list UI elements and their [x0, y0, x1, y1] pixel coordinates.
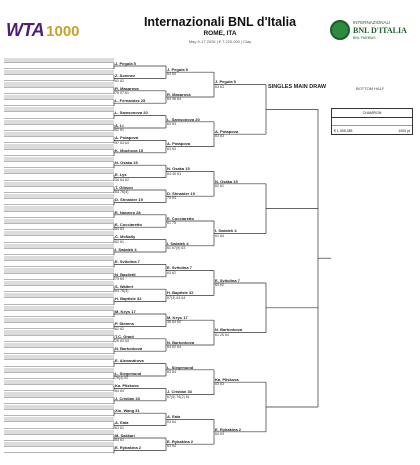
round2-score: 64 76(4) — [115, 190, 129, 195]
round3-score: 61 75 — [167, 221, 176, 226]
round2-player: N. Basiletti — [115, 271, 136, 277]
round2-player: R. Masarova — [115, 85, 139, 91]
round3-player: I. Swiatek 4 — [167, 240, 189, 246]
round4-player: E. Svitolina 7 — [215, 277, 240, 283]
round4-score: 62 61 — [215, 184, 224, 188]
round4-player: A. Potapova — [215, 129, 239, 134]
round2-player: Xin. Wang 31 — [115, 408, 140, 413]
round4-player: Ka. Pliskova — [215, 377, 239, 382]
round2-player: M. Keys 17 — [115, 308, 136, 314]
round2-player: D. Shnaider 19 — [115, 197, 143, 203]
round2-player: A. Li — [115, 122, 124, 128]
round3-score: 75 63 — [167, 196, 176, 201]
champion-prize: € 1,055,385 — [334, 129, 353, 133]
round2-score: 64 76(3) — [115, 289, 129, 294]
draw-title: SINGLES MAIN DRAW — [268, 84, 327, 90]
round2-score: 62 61 — [115, 128, 124, 133]
champion-points: 1000 pt — [398, 129, 410, 133]
round3-player: J. Pegula 5 — [167, 67, 188, 72]
round3-score: 63 62 — [167, 270, 176, 275]
tournament-info: May 5-17 2026 | € 7,220,000 | Clay — [188, 39, 252, 44]
round2-score: 62 62 — [115, 326, 124, 331]
draw-half: BOTTOM HALF — [356, 86, 385, 91]
logo-right-top: INTERNAZIONALI — [353, 20, 391, 25]
round2-player: E. Navarro 28 — [115, 209, 141, 215]
round4-player: N. Bartunkova — [215, 327, 243, 333]
round2-player: P. Stearns — [115, 321, 135, 327]
round2-player: T. Gibson — [115, 184, 133, 190]
round2-score: 75 57 61 — [115, 91, 129, 95]
round2-player: Z. Sonmez — [115, 73, 136, 79]
round4-player: E. Rybakina 2 — [215, 426, 242, 432]
logo-tier-text: 1000 — [46, 23, 80, 40]
tournament-location: ROME, ITA — [203, 30, 237, 37]
round2-score: 76(4) 62 — [115, 376, 129, 381]
round4-score: 63 63 — [215, 382, 224, 387]
round3-player: N. Bartunkova — [167, 339, 195, 345]
round3-score: 67(5) 76(2) 61 — [167, 394, 190, 399]
round2-score: 26 63 64 — [115, 339, 129, 343]
round2-score: 36 64 62 — [115, 177, 129, 182]
round3-player: E. Rybakina 2 — [167, 439, 194, 444]
logo-wta-text: WTA — [6, 20, 45, 40]
round2-player: L. Siegemund — [115, 370, 142, 376]
round3-score: 64 46 63 — [167, 171, 181, 176]
round4-score: 63 63 — [215, 134, 224, 139]
round3-score: 63 64 — [167, 370, 176, 374]
round3-score: 63 64 — [167, 419, 176, 424]
round3-score: 64 36 64 — [167, 97, 181, 102]
round2-player: J. Cristian 23 — [115, 395, 140, 401]
round3-score: 63 64 — [167, 444, 176, 449]
round2-player: A. Potapova — [115, 135, 139, 141]
round2-score: 63 62 — [115, 78, 124, 83]
logo-right-main: BNL D'ITALIA — [353, 26, 407, 35]
round3-score: 67(3) 64 64 — [167, 295, 186, 300]
round4-score: 61 64 — [215, 233, 224, 238]
round3-player: R. Masarova — [167, 91, 191, 97]
round3-score: 64 62 64 — [167, 345, 181, 350]
round3-player: A. Potapova — [167, 141, 191, 147]
round4-score: 63 63 — [215, 84, 224, 89]
round2-player: L. Samsonova 20 — [115, 110, 148, 116]
round3-player: H. Baptiste 32 — [167, 290, 194, 296]
round2-player: K. Muchova 15 — [115, 147, 144, 153]
round2-player: I. Swiatek 4 — [115, 246, 137, 252]
round3-score: 64 60 — [167, 72, 176, 77]
round4-player: J. Pegula 5 — [215, 79, 236, 85]
round3-player: A. Eala — [167, 414, 181, 420]
champion-label: CHAMPION — [332, 109, 412, 118]
round2-score: 75 64 — [115, 277, 124, 281]
logo-right-sub: BNL PARIBAS — [353, 36, 376, 40]
round2-player: H. Baptiste 32 — [115, 296, 142, 302]
round2-score: 64 61 — [115, 438, 124, 443]
round2-score: 62 61 — [115, 239, 124, 244]
round2-player: C. McNally — [115, 234, 136, 240]
round3-score: 61 67(5) 63 — [167, 246, 186, 250]
round4-score: 61 26 64 — [215, 332, 229, 337]
round2-player: E. Cocciaretto — [115, 222, 142, 227]
round3-player: L. Samsonova 20 — [167, 116, 200, 122]
round3-player: E. Cocciaretto — [167, 215, 194, 221]
round2-score: 63 61 — [115, 425, 124, 430]
round3-player: D. Shnaider 19 — [167, 191, 195, 196]
round3-player: M. Keys 17 — [167, 315, 188, 320]
round3-score: 36 64 62 — [167, 320, 181, 325]
round4-score: 64 63 — [215, 432, 224, 436]
round2-player: E. Lys — [115, 172, 127, 178]
round2-player: E. Rybakina 2 — [115, 445, 142, 451]
round3-player: E. Svitolina 7 — [167, 265, 192, 271]
round2-score: 64 64 — [115, 388, 124, 393]
round2-player: M. Sakkari — [115, 432, 135, 438]
round4-player: N. Osaka 15 — [215, 178, 238, 184]
round2-player: N. Osaka 15 — [115, 160, 138, 165]
round3-player: L. Siegemund — [167, 364, 194, 370]
round2-player: S. Waltert — [115, 284, 134, 289]
round3-score: 63 63 — [167, 146, 176, 151]
round2-player: N. Bartunkova — [115, 346, 143, 351]
round4-player: I. Swiatek 4 — [215, 228, 237, 234]
round2-player: E. Svitolina 7 — [115, 259, 140, 265]
round2-player: E. Alexandrova — [115, 358, 144, 364]
round2-player: A. Eala — [115, 420, 129, 426]
round3-player: N. Osaka 15 — [167, 166, 190, 172]
round2-player: L. Fernandez 25 — [115, 98, 146, 103]
round2-player: Ka. Pliskova — [115, 383, 139, 389]
round2-score: 64 63 — [115, 227, 124, 232]
round2-score: 57 63 64 — [115, 140, 129, 145]
round3-score: 63 63 — [167, 122, 176, 126]
round3-player: J. Cristian 33 — [167, 389, 192, 395]
round4-score: 63 62 — [215, 283, 224, 288]
round2-player: T.C. Grant — [115, 333, 134, 339]
tournament-title: Internazionali BNL d'Italia — [143, 15, 297, 29]
round2-player: J. Pegula 5 — [115, 60, 136, 66]
